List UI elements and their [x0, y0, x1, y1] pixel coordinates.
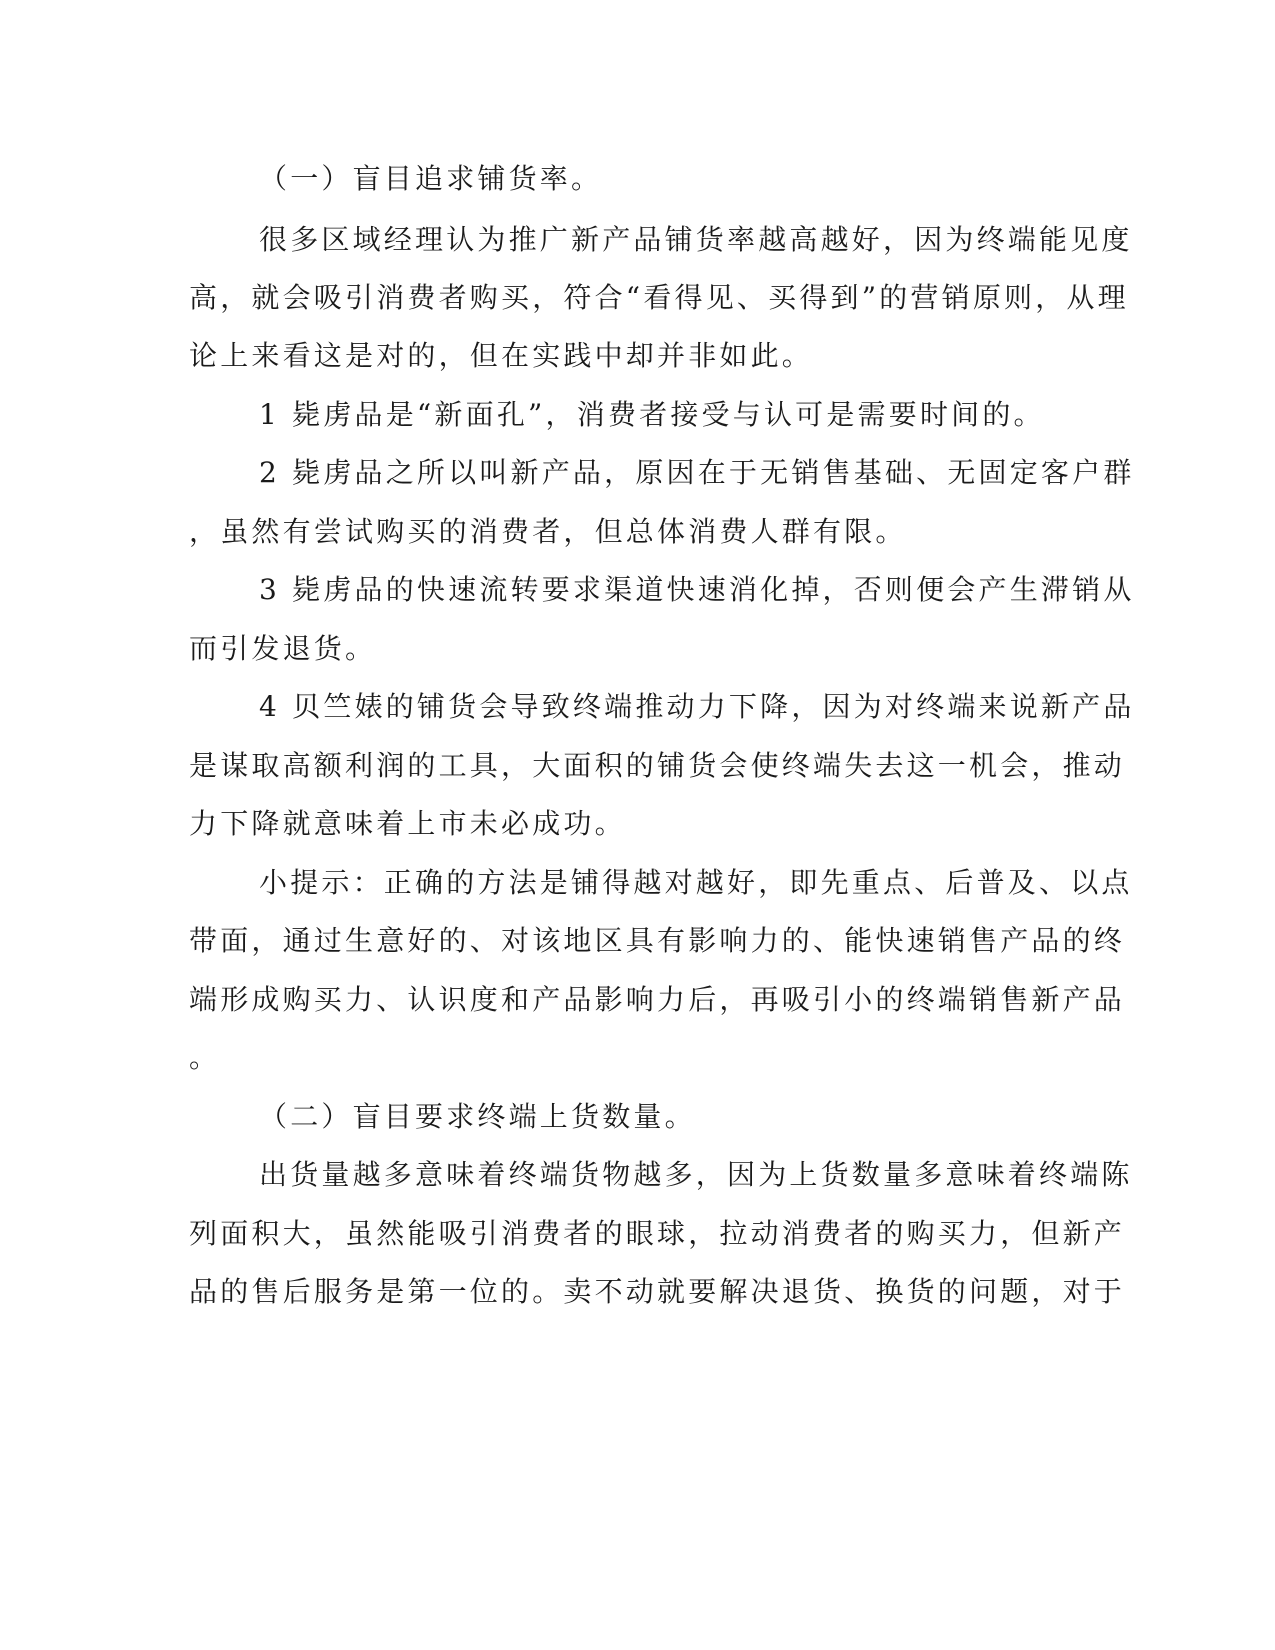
- section-heading-2: （二）盲目要求终端上货数量。: [259, 1100, 696, 1133]
- list-item-2: 2 毙虏品之所以叫新产品，原因在于无销售基础、无固定客户群: [259, 456, 1135, 489]
- paragraph-line: 力下降就意味着上市未必成功。: [189, 807, 626, 840]
- tip-paragraph: 小提示：正确的方法是铺得越对越好，即先重点、后普及、以点: [259, 866, 1133, 899]
- paragraph-line: 。: [189, 1041, 221, 1074]
- paragraph-line: ，虽然有尝试购买的消费者，但总体消费人群有限。: [189, 515, 907, 548]
- paragraph-line: 高，就会吸引消费者购买，符合“看得见、买得到”的营销原则，从理: [189, 281, 1129, 314]
- paragraph-line: 带面，通过生意好的、对该地区具有影响力的、能快速销售产品的终: [189, 924, 1126, 957]
- paragraph-line: 很多区域经理认为推广新产品铺货率越高越好，因为终端能见度: [259, 223, 1133, 256]
- list-item-1: 1 毙虏品是“新面孔”，消费者接受与认可是需要时间的。: [259, 398, 1045, 431]
- paragraph-line: 端形成购买力、认识度和产品影响力后，再吸引小的终端销售新产品: [189, 983, 1126, 1016]
- section-heading-1: （一）盲目追求铺货率。: [259, 162, 603, 195]
- paragraph-line: 是谋取高额利润的工具，大面积的铺货会使终端失去这一机会，推动: [189, 749, 1126, 782]
- paragraph-line: 而引发退货。: [189, 632, 377, 665]
- list-item-4: 4 贝竺婊的铺货会导致终端推动力下降，因为对终端来说新产品: [259, 690, 1135, 723]
- list-item-3: 3 毙虏品的快速流转要求渠道快速消化掉，否则便会产生滞销从: [259, 573, 1135, 606]
- paragraph-line: 列面积大，虽然能吸引消费者的眼球，拉动消费者的购买力，但新产: [189, 1217, 1126, 1250]
- paragraph-line: 论上来看这是对的，但在实践中却并非如此。: [189, 339, 814, 372]
- paragraph-line: 出货量越多意味着终端货物越多，因为上货数量多意味着终端陈: [259, 1158, 1133, 1191]
- paragraph-line: 品的售后服务是第一位的。卖不动就要解决退货、换货的问题，对于: [189, 1275, 1126, 1308]
